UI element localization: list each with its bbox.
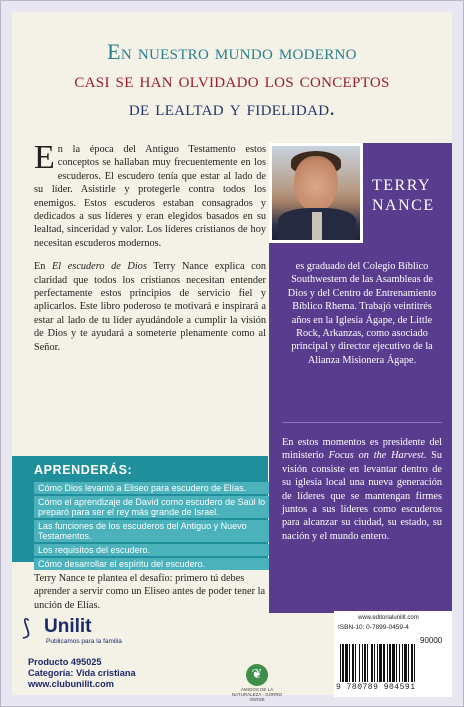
author-bio-2: [282, 436, 442, 543]
intro-paragraph-1: [34, 139, 266, 250]
publisher-site: www.clubunilit.com: [28, 679, 114, 689]
isbn: ISBN-10: 0-7899-0459-4: [338, 624, 409, 631]
barcode-digits: 9 780789 904591: [336, 683, 416, 692]
barcode-bar: [374, 644, 375, 682]
barcode-bar: [377, 644, 378, 682]
challenge-text: Terry Nance te plantea el desafío: primero tú debes aprender a servir como un Eliseo antes de poder tener la unción de Elías.: [34, 573, 266, 611]
leaf-icon: ❦: [246, 664, 268, 686]
barcode-bar: [342, 644, 344, 682]
learn-list: [34, 482, 270, 572]
learn-item: Cómo desarrollar el espíritu del escudero.: [34, 558, 270, 570]
product-info: [28, 657, 136, 690]
learn-box: [12, 456, 268, 569]
barcode-bar: [399, 644, 400, 682]
learn-item: Cómo Dios levantó a Eliseo para escudero de Elías.: [34, 482, 270, 494]
publisher-name: Unilit: [44, 616, 92, 637]
product-category: Categoría: Vida cristiana: [28, 668, 136, 678]
intro-paragraph-1-text: n la época del Antiguo Testamento estos conceptos se hallaban muy frecuentemente en los escuderos. El escudero tenía que estar al lado de su líder. Asistirle y protegerle contra todos los enemigos. Estos escuderos estaban consagrados y dedicados a sus líderes y eran elegidos basados en su lealtad, sinceridad y valor. Los líderes cristianos de hoy necesitan escuderos modernos.: [34, 144, 266, 249]
barcode-bar: [359, 644, 360, 682]
intro-paragraph-2: [34, 260, 266, 354]
learn-item: Cómo el aprendizaje de David como escudero de Saúl lo preparó para ser el rey más grande de Israel.: [34, 496, 270, 518]
author-name-line-1: TERRY: [372, 177, 432, 194]
barcode-bar: [402, 644, 403, 682]
barcode-bar: [355, 644, 356, 682]
author-photo: [269, 143, 363, 243]
barcode-url: www.editorialunilit.com: [358, 615, 419, 621]
unilit-logo-icon: ⟆: [22, 616, 31, 641]
author-photo-tie: [312, 212, 322, 240]
headline: [20, 38, 444, 122]
publisher-tagline: Publicamos para la familia: [46, 638, 122, 645]
barcode-bar: [389, 644, 391, 682]
intro-text: [34, 139, 266, 364]
barcode-bar: [383, 644, 385, 682]
headline-line-2: casi se han olvidado los conceptos: [74, 67, 390, 92]
barcode-bar: [392, 644, 395, 682]
bio2-rest: . Su visión consiste en levantar dentro de su iglesia local una nueva generación de líderes que se mantengan firmes juntos a sus líderes como escuderos para alcanzar su ciudad, su estado, su nación y el mundo entero.: [282, 450, 442, 542]
book-title: El escudero de Dios: [52, 261, 147, 273]
barcode-bar: [408, 644, 409, 682]
barcode-bar: [396, 644, 397, 682]
author-photo-face: [294, 156, 338, 212]
learn-item: Las funciones de los escuderos del Antiguo y Nuevo Testamentos.: [34, 520, 270, 542]
bio2-prefix: En estos momentos es presidente del ministerio: [282, 437, 442, 462]
headline-line-3: de lealtad y fidelidad.: [128, 95, 336, 120]
author-bio-1: es graduado del Colegio Bíblico Southwestern de las Asambleas de Dios y del Centro de Entrenamiento Bíblico Rhema. Trabajó veintitrés años en la Iglesia Ágape, de Little Rock, Arkanzas, como asociado principal y director ejecutivo de la Alianza Misionera Ágape.: [287, 261, 437, 366]
barcode-bar: [367, 644, 368, 682]
barcode-bar: [371, 644, 373, 682]
barcode-bar: [340, 644, 341, 682]
barcode-bar: [387, 644, 388, 682]
ministry-name: Focus on the Harvest: [328, 450, 424, 462]
barcode-bar: [404, 644, 407, 682]
intro-p2-prefix: En: [34, 261, 53, 273]
barcode-bar: [345, 644, 348, 682]
barcode-bar: [414, 644, 415, 682]
barcode-bar: [364, 644, 366, 682]
author-name: [372, 176, 452, 216]
barcode-bars: [338, 644, 448, 682]
barcode-bar: [362, 644, 363, 682]
headline-line-1: En nuestro mundo moderno: [107, 39, 357, 64]
product-number: Producto 495025: [28, 657, 102, 667]
author-name-line-2: NANCE: [372, 197, 435, 214]
eco-badge: [227, 664, 287, 702]
price-code: 90000: [420, 636, 443, 645]
drop-cap: E: [34, 139, 55, 176]
bio-divider: [282, 422, 442, 423]
publisher-logo: [22, 614, 142, 650]
learn-title: APRENDERÁS:: [34, 463, 133, 477]
barcode-bar: [379, 644, 382, 682]
barcode-bar: [352, 644, 354, 682]
eco-text: AMIGOS DE LA NATURALEZA - GORRO VERDE: [231, 687, 283, 702]
barcode-bar: [411, 644, 413, 682]
intro-p2-rest: Terry Nance explica con claridad que todos los cristianos necesitan entender perfectamente estos principios de servicio fiel y aplicarlos. Este libro poderoso te motivará e inspirará a estar al lado de tu líder ayudándole a cumplir la visión de Dios y te ayudará a someterte plenamente como al Señor.: [34, 261, 266, 353]
learn-item: Los requisitos del escudero.: [34, 544, 270, 556]
barcode-bar: [349, 644, 350, 682]
